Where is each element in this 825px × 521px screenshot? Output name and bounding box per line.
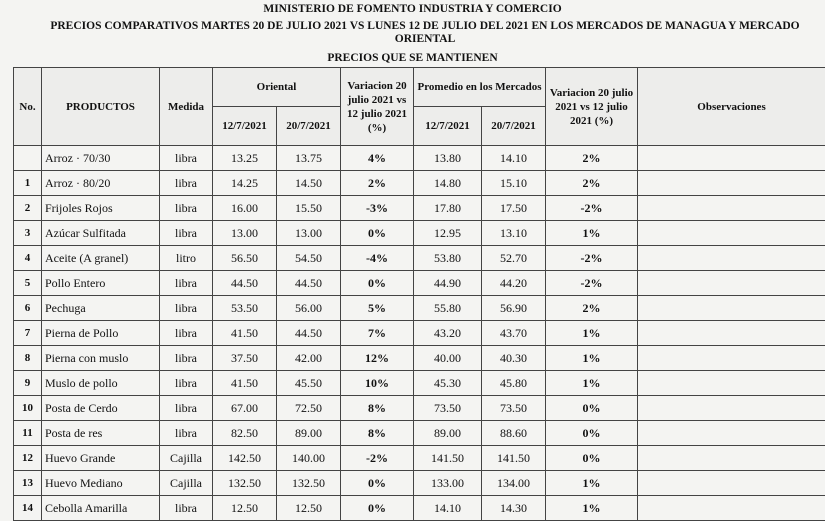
cell-promedio-12-7: 44.90	[414, 271, 482, 296]
cell-oriental-12-7: 41.50	[213, 321, 277, 346]
header-observaciones: Observaciones	[638, 68, 825, 146]
table-row	[14, 446, 825, 471]
cell-promedio-20-7: 88.60	[482, 421, 546, 446]
cell-observaciones	[638, 396, 825, 421]
cell-promedio-20-7: 134.00	[482, 471, 546, 496]
cell-variacion-oriental: 8%	[341, 396, 414, 421]
cell-oriental-12-7: 142.50	[213, 446, 277, 471]
cell-observaciones	[638, 421, 825, 446]
cell-producto: Arroz · 70/30	[42, 146, 160, 171]
cell-observaciones	[638, 371, 825, 396]
cell-variacion-promedio: -2%	[546, 271, 638, 296]
cell-variacion-promedio: 2%	[546, 146, 638, 171]
cell-variacion-promedio: 2%	[546, 296, 638, 321]
table-row	[14, 246, 825, 271]
cell-observaciones	[638, 246, 825, 271]
cell-variacion-oriental: -2%	[341, 446, 414, 471]
cell-variacion-oriental: -4%	[341, 246, 414, 271]
cell-variacion-promedio: -2%	[546, 246, 638, 271]
document-subtitle: PRECIOS COMPARATIVOS MARTES 20 DE JULIO 2021 VS LUNES 12 DE JULIO DEL 2021 EN LOS MERCADOS DE MANAGUA Y MERCADO ORIENTAL	[30, 20, 820, 46]
cell-variacion-oriental: 0%	[341, 471, 414, 496]
cell-variacion-promedio: 0%	[546, 396, 638, 421]
cell-producto: Pierna con muslo	[42, 346, 160, 371]
cell-medida: libra	[160, 171, 213, 196]
cell-promedio-12-7: 14.10	[414, 496, 482, 521]
header-promedio-date2: 20/7/2021	[482, 107, 546, 146]
cell-oriental-12-7: 56.50	[213, 246, 277, 271]
cell-producto: Aceite (A granel)	[42, 246, 160, 271]
cell-producto: Cebolla Amarilla	[42, 496, 160, 521]
cell-no: 8	[14, 346, 42, 371]
cell-variacion-promedio: 1%	[546, 221, 638, 246]
cell-variacion-oriental: 4%	[341, 146, 414, 171]
cell-variacion-promedio: 1%	[546, 371, 638, 396]
cell-medida: libra	[160, 196, 213, 221]
cell-promedio-12-7: 89.00	[414, 421, 482, 446]
cell-oriental-12-7: 14.25	[213, 171, 277, 196]
cell-medida: Cajilla	[160, 471, 213, 496]
table-body	[14, 146, 825, 521]
cell-oriental-12-7: 16.00	[213, 196, 277, 221]
cell-oriental-12-7: 37.50	[213, 346, 277, 371]
cell-variacion-oriental: 0%	[341, 496, 414, 521]
cell-promedio-12-7: 13.80	[414, 146, 482, 171]
cell-observaciones	[638, 171, 825, 196]
cell-producto: Arroz · 80/20	[42, 171, 160, 196]
cell-observaciones	[638, 146, 825, 171]
header-oriental: Oriental	[213, 68, 341, 107]
ministry-title: MINISTERIO DE FOMENTO INDUSTRIA Y COMERCIO	[0, 3, 825, 16]
header-variacion-oriental: Variacion 20 julio 2021 vs 12 julio 2021 (%)	[341, 68, 414, 146]
cell-promedio-20-7: 44.20	[482, 271, 546, 296]
cell-no: 1	[14, 171, 42, 196]
cell-medida: libra	[160, 296, 213, 321]
cell-producto: Pechuga	[42, 296, 160, 321]
cell-promedio-20-7: 52.70	[482, 246, 546, 271]
cell-oriental-20-7: 44.50	[277, 321, 341, 346]
cell-promedio-20-7: 141.50	[482, 446, 546, 471]
cell-promedio-20-7: 13.10	[482, 221, 546, 246]
cell-oriental-12-7: 12.50	[213, 496, 277, 521]
cell-promedio-20-7: 15.10	[482, 171, 546, 196]
cell-observaciones	[638, 271, 825, 296]
cell-observaciones	[638, 496, 825, 521]
cell-no: 6	[14, 296, 42, 321]
cell-observaciones	[638, 196, 825, 221]
cell-variacion-oriental: 5%	[341, 296, 414, 321]
cell-producto: Muslo de pollo	[42, 371, 160, 396]
cell-oriental-12-7: 44.50	[213, 271, 277, 296]
price-table	[13, 67, 825, 521]
cell-promedio-12-7: 73.50	[414, 396, 482, 421]
cell-medida: libra	[160, 271, 213, 296]
cell-promedio-12-7: 12.95	[414, 221, 482, 246]
cell-promedio-12-7: 45.30	[414, 371, 482, 396]
cell-oriental-20-7: 14.50	[277, 171, 341, 196]
cell-promedio-12-7: 14.80	[414, 171, 482, 196]
cell-medida: libra	[160, 321, 213, 346]
cell-promedio-20-7: 73.50	[482, 396, 546, 421]
cell-variacion-oriental: 7%	[341, 321, 414, 346]
cell-medida: libra	[160, 371, 213, 396]
table-row	[14, 371, 825, 396]
cell-medida: Cajilla	[160, 446, 213, 471]
cell-variacion-promedio: 1%	[546, 471, 638, 496]
cell-variacion-promedio: 1%	[546, 346, 638, 371]
cell-variacion-oriental: 2%	[341, 171, 414, 196]
cell-producto: Pollo Entero	[42, 271, 160, 296]
table-row	[14, 421, 825, 446]
cell-variacion-promedio: 0%	[546, 421, 638, 446]
header-promedio-date1: 12/7/2021	[414, 107, 482, 146]
cell-variacion-oriental: 0%	[341, 271, 414, 296]
cell-variacion-oriental: 12%	[341, 346, 414, 371]
cell-no: 14	[14, 496, 42, 521]
table-row	[14, 171, 825, 196]
cell-medida: libra	[160, 421, 213, 446]
cell-no: 13	[14, 471, 42, 496]
cell-observaciones	[638, 446, 825, 471]
cell-promedio-12-7: 43.20	[414, 321, 482, 346]
cell-oriental-20-7: 45.50	[277, 371, 341, 396]
cell-producto: Frijoles Rojos	[42, 196, 160, 221]
cell-oriental-12-7: 13.25	[213, 146, 277, 171]
header-oriental-date1: 12/7/2021	[213, 107, 277, 146]
cell-variacion-oriental: 0%	[341, 221, 414, 246]
cell-observaciones	[638, 346, 825, 371]
table-row	[14, 496, 825, 521]
cell-oriental-20-7: 140.00	[277, 446, 341, 471]
cell-medida: libra	[160, 496, 213, 521]
cell-oriental-20-7: 42.00	[277, 346, 341, 371]
cell-oriental-20-7: 15.50	[277, 196, 341, 221]
cell-oriental-12-7: 53.50	[213, 296, 277, 321]
cell-promedio-12-7: 40.00	[414, 346, 482, 371]
header-no: No.	[14, 68, 42, 146]
cell-promedio-12-7: 133.00	[414, 471, 482, 496]
cell-variacion-oriental: 8%	[341, 421, 414, 446]
cell-variacion-promedio: 0%	[546, 446, 638, 471]
cell-oriental-20-7: 132.50	[277, 471, 341, 496]
cell-promedio-20-7: 14.10	[482, 146, 546, 171]
cell-promedio-12-7: 141.50	[414, 446, 482, 471]
cell-promedio-12-7: 17.80	[414, 196, 482, 221]
cell-oriental-20-7: 44.50	[277, 271, 341, 296]
cell-producto: Posta de Cerdo	[42, 396, 160, 421]
section-title: PRECIOS QUE SE MANTIENEN	[0, 52, 825, 65]
cell-medida: libra	[160, 146, 213, 171]
table-row	[14, 196, 825, 221]
cell-oriental-20-7: 13.00	[277, 221, 341, 246]
cell-producto: Azúcar Sulfitada	[42, 221, 160, 246]
cell-promedio-20-7: 17.50	[482, 196, 546, 221]
cell-promedio-20-7: 43.70	[482, 321, 546, 346]
cell-medida: libra	[160, 221, 213, 246]
cell-variacion-oriental: -3%	[341, 196, 414, 221]
cell-no	[14, 146, 42, 171]
cell-promedio-20-7: 40.30	[482, 346, 546, 371]
cell-no: 12	[14, 446, 42, 471]
table-row	[14, 396, 825, 421]
cell-observaciones	[638, 296, 825, 321]
cell-no: 5	[14, 271, 42, 296]
table-row	[14, 471, 825, 496]
cell-promedio-20-7: 14.30	[482, 496, 546, 521]
header-productos: PRODUCTOS	[42, 68, 160, 146]
cell-oriental-20-7: 89.00	[277, 421, 341, 446]
table-row	[14, 271, 825, 296]
cell-variacion-promedio: 1%	[546, 321, 638, 346]
cell-no: 10	[14, 396, 42, 421]
cell-observaciones	[638, 471, 825, 496]
header-variacion-promedio: Variacion 20 julio 2021 vs 12 julio 2021 (%)	[546, 68, 638, 146]
cell-medida: libra	[160, 396, 213, 421]
cell-promedio-12-7: 55.80	[414, 296, 482, 321]
table-row	[14, 296, 825, 321]
cell-no: 2	[14, 196, 42, 221]
cell-observaciones	[638, 321, 825, 346]
cell-oriental-12-7: 67.00	[213, 396, 277, 421]
cell-variacion-promedio: -2%	[546, 196, 638, 221]
cell-no: 3	[14, 221, 42, 246]
table-row	[14, 346, 825, 371]
cell-oriental-20-7: 12.50	[277, 496, 341, 521]
cell-oriental-20-7: 72.50	[277, 396, 341, 421]
cell-variacion-promedio: 2%	[546, 171, 638, 196]
cell-producto: Posta de res	[42, 421, 160, 446]
cell-producto: Pierna de Pollo	[42, 321, 160, 346]
cell-oriental-20-7: 54.50	[277, 246, 341, 271]
table-row	[14, 221, 825, 246]
cell-oriental-20-7: 13.75	[277, 146, 341, 171]
cell-promedio-12-7: 53.80	[414, 246, 482, 271]
table-row	[14, 146, 825, 171]
cell-observaciones	[638, 221, 825, 246]
cell-no: 4	[14, 246, 42, 271]
cell-promedio-20-7: 45.80	[482, 371, 546, 396]
cell-oriental-20-7: 56.00	[277, 296, 341, 321]
cell-oriental-12-7: 132.50	[213, 471, 277, 496]
cell-no: 7	[14, 321, 42, 346]
header-medida: Medida	[160, 68, 213, 146]
cell-producto: Huevo Mediano	[42, 471, 160, 496]
cell-variacion-promedio: 1%	[546, 496, 638, 521]
table-row	[14, 321, 825, 346]
cell-promedio-20-7: 56.90	[482, 296, 546, 321]
cell-oriental-12-7: 13.00	[213, 221, 277, 246]
cell-producto: Huevo Grande	[42, 446, 160, 471]
cell-no: 11	[14, 421, 42, 446]
cell-medida: libra	[160, 346, 213, 371]
cell-variacion-oriental: 10%	[341, 371, 414, 396]
cell-no: 9	[14, 371, 42, 396]
header-promedio: Promedio en los Mercados	[414, 68, 546, 107]
header-oriental-date2: 20/7/2021	[277, 107, 341, 146]
cell-oriental-12-7: 41.50	[213, 371, 277, 396]
cell-medida: litro	[160, 246, 213, 271]
cell-oriental-12-7: 82.50	[213, 421, 277, 446]
